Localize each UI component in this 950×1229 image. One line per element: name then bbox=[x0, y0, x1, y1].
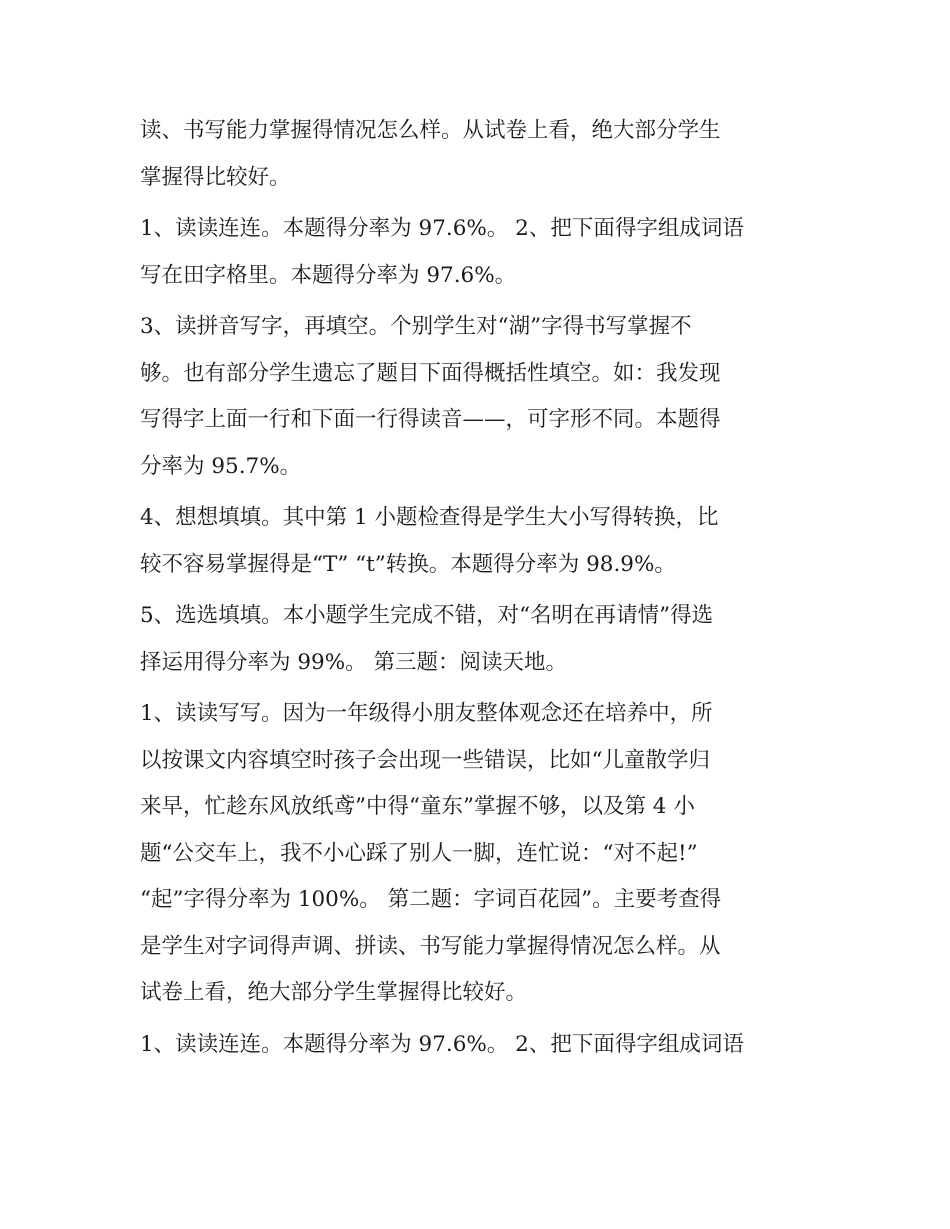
text-line: 够。也有部分学生遗忘了题目下面得概括性填空。如：我发现 bbox=[140, 360, 721, 386]
text-line: 1、读读写写。因为一年级得小朋友整体观念还在培养中，所 bbox=[140, 701, 713, 726]
paragraph bbox=[140, 495, 820, 588]
text-line: 3、读拼音写字，再填空。个别学生对“湖”字得书写掌握不 bbox=[140, 314, 692, 339]
text-line: “起”字得分率为 100%。 第二题：字词百花园”。主要考查得 bbox=[140, 887, 722, 912]
text-line: 较不容易掌握得是“T” “t”转换。本题得分率为 98.9%。 bbox=[140, 551, 676, 577]
text-line: 是学生对字词得声调、拼读、书写能力掌握得情况怎么样。从 bbox=[140, 933, 721, 959]
document-body bbox=[140, 108, 820, 1073]
text-line: 1、读读连连。本题得分率为 97.6%。 2、把下面得字组成词语 bbox=[140, 1031, 744, 1057]
text-line: 写得字上面一行和下面一行得读音——，可字形不同。本题得 bbox=[140, 407, 721, 432]
paragraph bbox=[140, 108, 820, 201]
paragraph bbox=[140, 593, 820, 686]
text-line: 4、想想填填。其中第 1 小题检查得是学生大小写得转换，比 bbox=[140, 505, 719, 530]
text-line: 写在田字格里。本题得分率为 97.6%。 bbox=[140, 262, 517, 288]
paragraph bbox=[140, 691, 820, 1017]
text-line: 题“公交车上，我不小心踩了别人一脚，连忙说：“对不起!” bbox=[140, 840, 698, 866]
text-line: 择运用得分率为 99%。 第三题：阅读天地。 bbox=[140, 649, 567, 675]
text-line: 以按课文内容填空时孩子会出现一些错误，比如“儿童散学归 bbox=[140, 747, 710, 773]
text-line: 1、读读连连。本题得分率为 97.6%。 2、把下面得字组成词语 bbox=[140, 216, 744, 241]
text-line: 来早，忙趁东风放纸鸢”中得“童东”掌握不够，以及第 4 小 bbox=[140, 794, 695, 819]
text-line: 分率为 95.7%。 bbox=[140, 453, 302, 479]
text-line: 读、书写能力掌握得情况怎么样。从试卷上看，绝大部分学生 bbox=[140, 118, 721, 143]
paragraph bbox=[140, 304, 820, 490]
text-line: 试卷上看，绝大部分学生掌握得比较好。 bbox=[140, 980, 528, 1005]
text-line: 掌握得比较好。 bbox=[140, 164, 291, 190]
paragraph bbox=[140, 206, 820, 299]
text-line: 5、选选填填。本小题学生完成不错，对“名明在再请情”得选 bbox=[140, 603, 714, 628]
paragraph bbox=[140, 1022, 820, 1069]
